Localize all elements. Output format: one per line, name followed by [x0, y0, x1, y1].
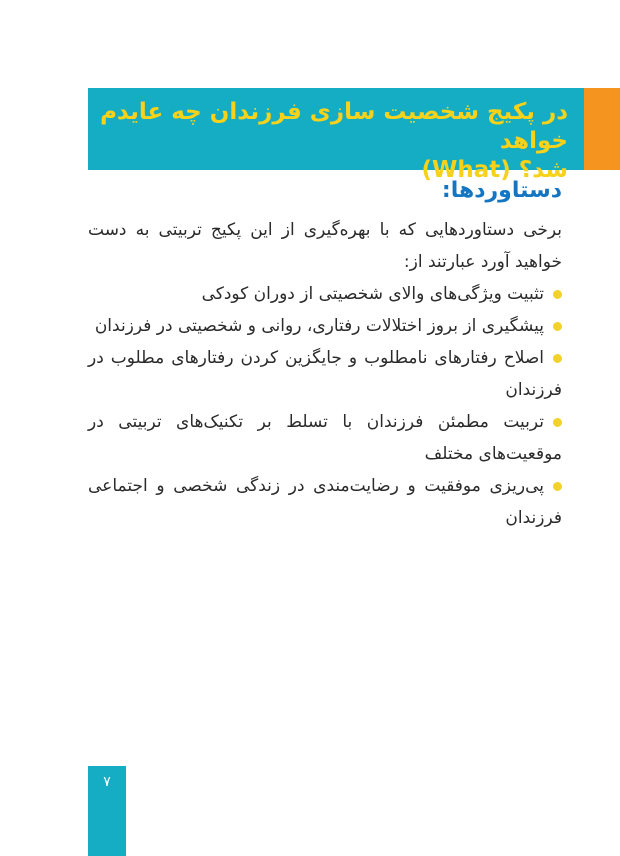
- list-item: [88, 406, 562, 470]
- bullet-dot-icon: [553, 354, 562, 363]
- page-number-tab: [88, 766, 126, 856]
- achievements-list: [88, 278, 562, 534]
- list-item-text: پی‌ریزی موفقیت و رضایت‌مندی در زندگی شخصی و اجتماعی فرزندان: [88, 476, 562, 528]
- list-item-text: تربیت مطمئن فرزندان با تسلط بر تکنیک‌های تربیتی در موقعیت‌های مختلف: [88, 412, 562, 464]
- orange-accent-tab: [584, 88, 620, 170]
- section-heading: دستاوردها:: [441, 178, 562, 203]
- list-item: [88, 470, 562, 534]
- bullet-dot-icon: [553, 322, 562, 331]
- title-banner: [88, 88, 584, 183]
- list-item: [88, 310, 562, 342]
- bullet-dot-icon: [553, 482, 562, 491]
- intro-paragraph: برخی دستاوردهایی که با بهره‌گیری از این پکیج تربیتی به دست خواهید آورد عبارتند از:: [88, 220, 562, 272]
- list-item-text: پیشگیری از بروز اختلالات رفتاری، روانی و شخصیتی در فرزندان: [94, 316, 544, 336]
- title-line-1: در پکیج شخصیت سازی فرزندان چه عایدم خواهد: [100, 99, 568, 154]
- page-number: ۷: [103, 774, 111, 790]
- bullet-dot-icon: [553, 418, 562, 427]
- list-item-text: تثبیت ویژگی‌های والای شخصیتی از دوران کودکی: [201, 284, 544, 304]
- bullet-dot-icon: [553, 290, 562, 299]
- list-item: [88, 278, 562, 310]
- body-content: [88, 214, 562, 534]
- list-item: [88, 342, 562, 406]
- list-item-text: اصلاح رفتارهای نامطلوب و جایگزین کردن رفتارهای مطلوب در فرزندان: [88, 348, 562, 400]
- title-line-2: شد؟ (What): [421, 157, 568, 183]
